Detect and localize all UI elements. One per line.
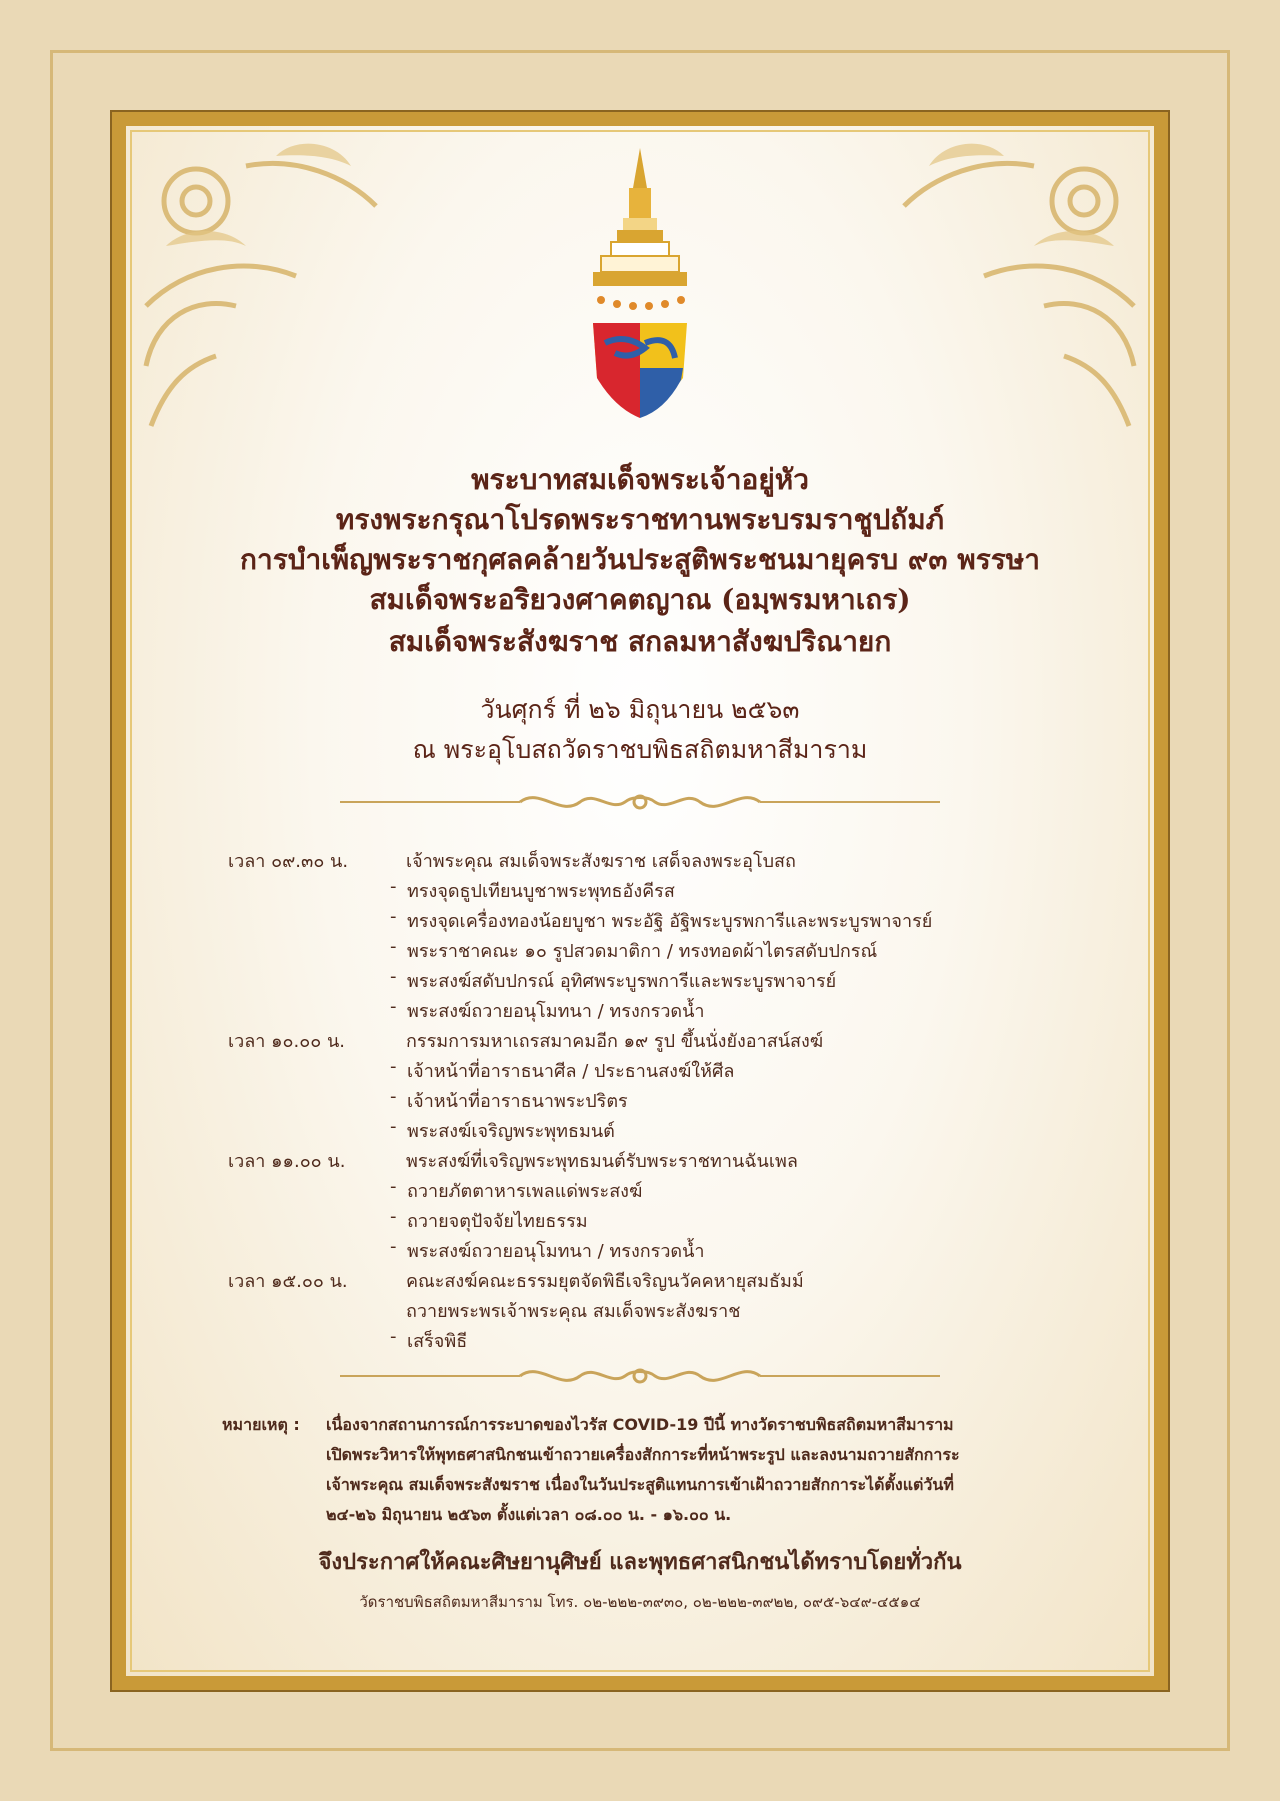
header-line-4: สมเด็จพระอริยวงศาคตญาณ (อมฺพรมหาเถร) (369, 583, 911, 616)
schedule-item-4-1: เสร็จพิธี (407, 1331, 468, 1352)
note-line-3: เจ้าพระคุณ สมเด็จพระสังฆราช เนื่องในวันประสูติแทนการเข้าเฝ้าถวายสักการะได้ตั้งแต่วันที่ (326, 1475, 954, 1494)
schedule-time-3: เวลา ๑๑.๐๐ น. (228, 1151, 346, 1172)
event-venue: ณ พระอุโบสถวัดราชบพิธสถิตมหาสีมาราม (412, 735, 868, 764)
event-date: วันศุกร์ ที่ ๒๖ มิถุนายน ๒๕๖๓ (480, 695, 800, 724)
schedule-text-2: กรรมการมหาเถรสมาคมอีก ๑๙ รูป ขึ้นนั่งยังอาสน์สงฆ์ (406, 1031, 824, 1052)
schedule-item-1-2: ทรงจุดเครื่องทองน้อยบูชา พระอัฐิ อัฐิพระบูรพการีและพระบูรพาจารย์ (407, 911, 933, 932)
bullet-dash: - (390, 906, 397, 927)
note-line-4: ๒๔-๒๖ มิถุนายน ๒๕๖๓ ตั้งแต่เวลา ๐๘.๐๐ น. - ๑๖.๐๐ น. (326, 1505, 732, 1524)
contact-info: วัดราชบพิธสถิตมหาสีมาราม โทร. ๐๒-๒๒๒-๓๙๓๐, ๐๒-๒๒๒-๓๙๒๒, ๐๙๕-๖๔๙-๔๕๑๔ (359, 1593, 921, 1611)
schedule-time-2: เวลา ๑๐.๐๐ น. (228, 1031, 345, 1052)
schedule-item-3-3: พระสงฆ์ถวายอนุโมทนา / ทรงกรวดน้ำ (407, 1241, 705, 1262)
bullet-dash: - (390, 936, 397, 957)
bullet-dash: - (390, 966, 397, 987)
schedule-item-3-2: ถวายจตุปัจจัยไทยธรรม (407, 1211, 588, 1232)
header-line-3: การบำเพ็ญพระราชกุศลคล้ายวันประสูติพระชนมายุครบ ๙๓ พรรษา (240, 543, 1040, 576)
schedule-item-1-5: พระสงฆ์ถวายอนุโมทนา / ทรงกรวดน้ำ (407, 1001, 705, 1022)
bullet-dash: - (390, 996, 397, 1017)
schedule-text-4: คณะสงฆ์คณะธรรมยุตจัดพิธีเจริญนวัคคหายุสมธัมม์ (406, 1271, 804, 1292)
ornamental-divider-top (340, 782, 940, 822)
schedule-item-1-1: ทรงจุดธูปเทียนบูชาพระพุทธอังคีรส (407, 881, 675, 902)
header-line-2: ทรงพระกรุณาโปรดพระราชทานพระบรมราชูปถัมภ์ (335, 503, 945, 536)
schedule-item-2-2: เจ้าหน้าที่อาราธนาพระปริตร (407, 1091, 628, 1112)
bullet-dash: - (390, 1176, 397, 1197)
schedule-text-1: เจ้าพระคุณ สมเด็จพระสังฆราช เสด็จลงพระอุโบสถ (406, 851, 796, 872)
note-line-2: เปิดพระวิหารให้พุทธศาสนิกชนเข้าถวายเครื่องสักการะที่หน้าพระรูป และลงนามถวายสักการะ (326, 1445, 960, 1464)
note-label: หมายเหตุ : (222, 1415, 300, 1434)
schedule-time-4: เวลา ๑๕.๐๐ น. (228, 1271, 348, 1292)
schedule-time-1: เวลา ๐๙.๓๐ น. (228, 851, 349, 872)
bullet-dash: - (390, 1116, 397, 1137)
schedule-item-3-1: ถวายภัตตาหารเพลแด่พระสงฆ์ (407, 1181, 643, 1202)
bullet-dash: - (390, 1206, 397, 1227)
schedule-text-4b: ถวายพระพรเจ้าพระคุณ สมเด็จพระสังฆราช (406, 1301, 741, 1322)
announcement: จึงประกาศให้คณะศิษยานุศิษย์ และพุทธศาสนิกชนได้ทราบโดยทั่วกัน (318, 1550, 962, 1575)
schedule-item-2-1: เจ้าหน้าที่อาราธนาศีล / ประธานสงฆ์ให้ศีล (407, 1061, 735, 1082)
header-line-1: พระบาทสมเด็จพระเจ้าอยู่หัว (471, 463, 809, 496)
schedule-item-2-3: พระสงฆ์เจริญพระพุทธมนต์ (407, 1121, 615, 1142)
schedule-item-1-4: พระสงฆ์สดับปกรณ์ อุทิศพระบูรพการีและพระบูรพาจารย์ (407, 971, 837, 992)
header-line-5: สมเด็จพระสังฆราช สกลมหาสังฆปริณายก (388, 625, 892, 658)
bullet-dash: - (390, 1326, 397, 1347)
bullet-dash: - (390, 1086, 397, 1107)
note-line-1: เนื่องจากสถานการณ์การระบาดของไวรัส COVID-19 ปีนี้ ทางวัดราชบพิธสถิตมหาสีมาราม (326, 1415, 954, 1434)
bullet-dash: - (390, 876, 397, 897)
schedule-item-1-3: พระราชาคณะ ๑๐ รูปสวดมาติกา / ทรงทอดผ้าไตรสดับปกรณ์ (407, 941, 878, 962)
bullet-dash: - (390, 1056, 397, 1077)
schedule-text-3: พระสงฆ์ที่เจริญพระพุทธมนต์รับพระราชทานฉันเพล (406, 1151, 798, 1172)
bullet-dash: - (390, 1236, 397, 1257)
ornamental-divider-bottom (340, 1356, 940, 1396)
